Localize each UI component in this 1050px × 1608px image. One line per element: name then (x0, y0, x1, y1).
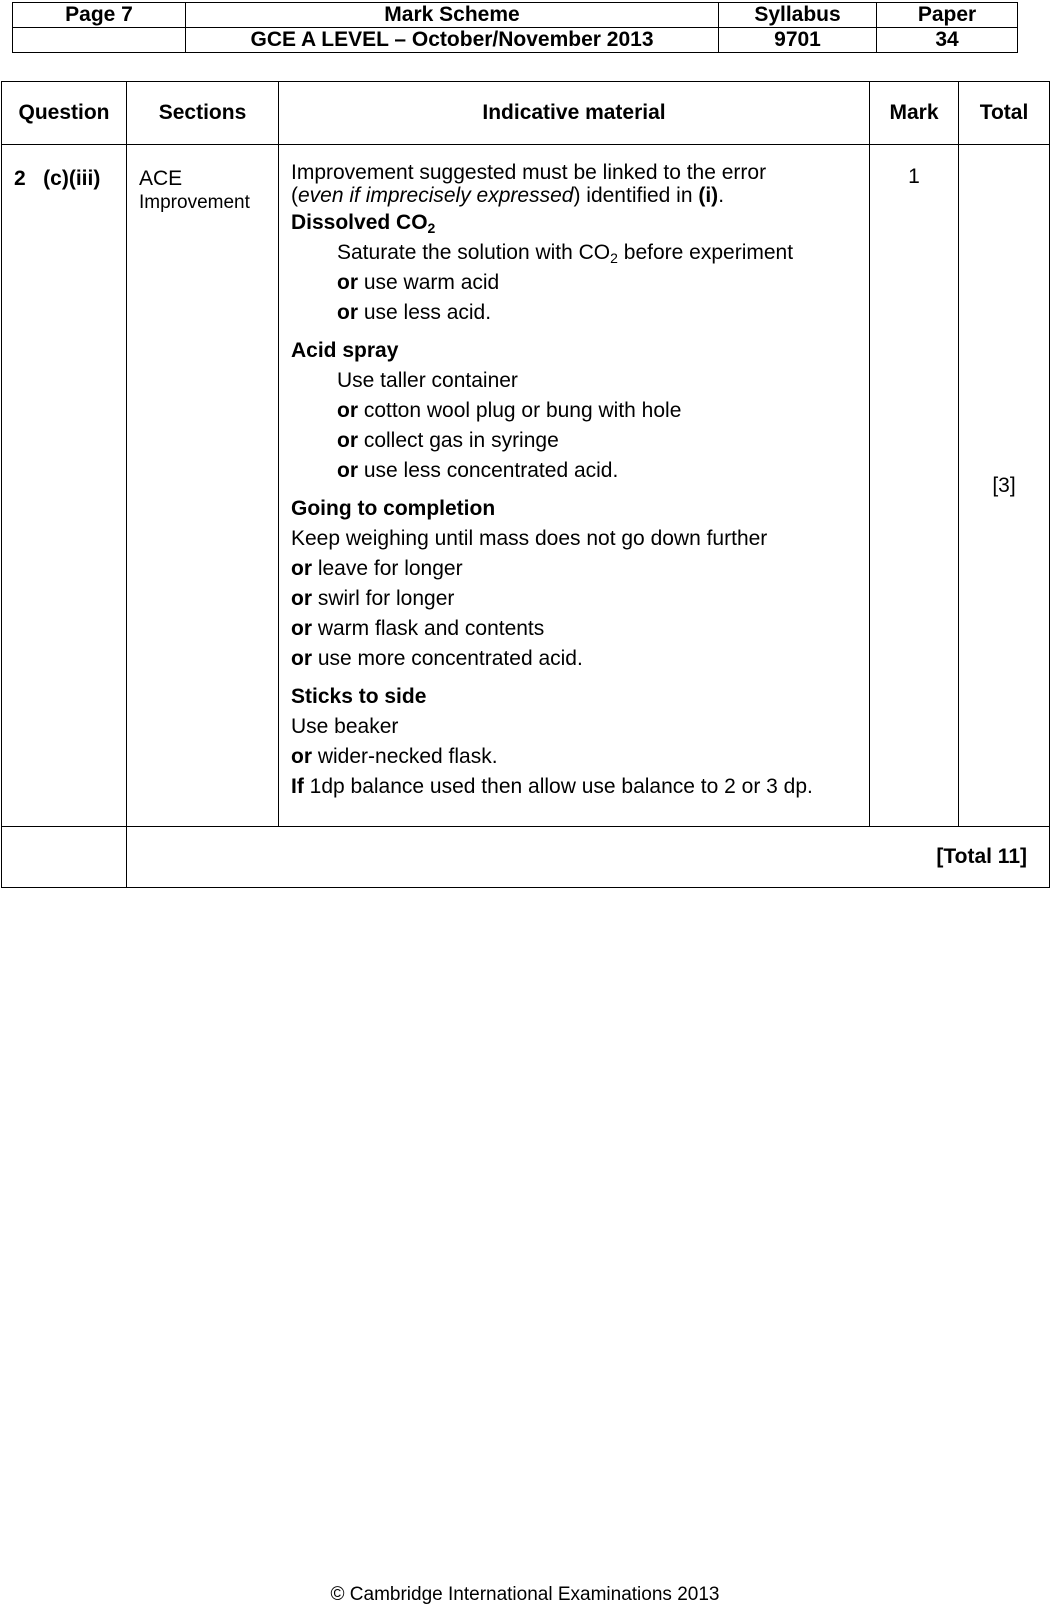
table-header-row (2, 82, 1050, 145)
col-indicative-material: Indicative material (279, 82, 870, 145)
section-sub: Improvement (139, 192, 250, 213)
spray-line-3: or collect gas in syringe (337, 429, 559, 452)
dissolved-line-3: or use less acid. (337, 301, 492, 324)
syllabus-code: 9701 (719, 28, 877, 53)
mark-value: 1 (870, 145, 959, 827)
spray-line-2: or cotton wool plug or bung with hole (337, 399, 682, 422)
col-mark: Mark (870, 82, 959, 145)
col-sections: Sections (127, 82, 279, 145)
exam-name: GCE A LEVEL – October/November 2013 (186, 28, 719, 53)
copyright-footer: © Cambridge International Examinations 2013 (330, 1584, 720, 1605)
spray-line-1: Use taller container (337, 369, 518, 392)
total-value: [3] (959, 145, 1050, 827)
completion-line-2: or leave for longer (291, 557, 463, 580)
dissolved-line-1: Saturate the solution with $CO_2$ before experiment (337, 241, 794, 266)
sticks-line-1: Use beaker (291, 715, 399, 738)
completion-line-4: or warm flask and contents (291, 617, 545, 640)
dissolved-co2-heading: Dissolved $CO_2$ (291, 211, 436, 236)
acid-spray-heading: Acid spray (291, 339, 399, 362)
syllabus-label: Syllabus (719, 3, 877, 28)
completion-line-3: or swirl for longer (291, 587, 455, 610)
page-number: Page 7 (13, 3, 186, 28)
indicative-material-cell (279, 145, 870, 827)
sticks-line-2: or wider-necked flask. (291, 745, 498, 768)
total-row-blank (2, 827, 127, 888)
col-question: Question (2, 82, 127, 145)
section-main: ACE (139, 167, 183, 190)
col-total: Total (959, 82, 1050, 145)
sticks-heading: Sticks to side (291, 685, 427, 708)
mark-scheme-table (1, 81, 1050, 888)
completion-line-5: or use more concentrated acid. (291, 647, 583, 670)
completion-line-1: Keep weighing until mass does not go down further (291, 527, 768, 550)
grand-total: [Total 11] (127, 827, 1050, 888)
question-number: 2 (c)(iii) (2, 145, 127, 827)
intro-line-1: Improvement suggested must be linked to the error (291, 161, 767, 184)
section-cell (127, 145, 279, 827)
completion-heading: Going to completion (291, 497, 496, 520)
intro-line-2: (even if imprecisely expressed) identified in (i). (291, 184, 725, 207)
header-blank-cell (13, 28, 186, 53)
total-row (2, 827, 1050, 888)
table-row (2, 145, 1050, 827)
balance-note: If 1dp balance used then allow use balance to 2 or 3 dp. (291, 775, 813, 798)
paper-number: 34 (877, 28, 1018, 53)
spray-line-4: or use less concentrated acid. (337, 459, 619, 482)
paper-label: Paper (877, 3, 1018, 28)
document-title: Mark Scheme (186, 3, 719, 28)
dissolved-line-2: or use warm acid (337, 271, 500, 294)
header-table (12, 2, 1018, 53)
